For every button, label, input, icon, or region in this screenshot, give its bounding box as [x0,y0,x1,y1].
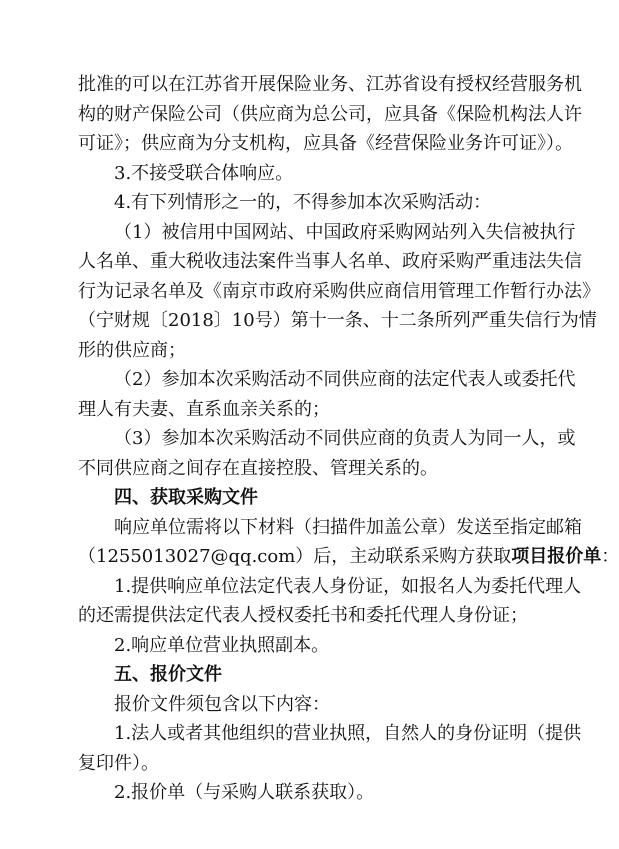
paragraph-line: 理人有夫妻、直系血亲关系的； [78,398,330,420]
paragraph-line: 形的供应商； [78,339,186,361]
paragraph-line: （宁财规〔2018〕10号）第十一条、十二条所列严重失信行为情 [78,310,597,331]
paragraph-line: 构的财产保险公司（供应商为总公司，应具备《保险机构法人许 [78,103,582,125]
paragraph-line: 不同供应商之间存在直接控股、管理关系的。 [78,457,438,479]
bold-quote-sheet: 项目报价单 [511,546,602,567]
paragraph-line: 人名单、重大税收违法案件当事人名单、政府采购严重违法失信 [78,251,582,272]
paragraph-line: 3.不接受联合体响应。 [114,162,294,184]
paragraph-line: （3）参加本次采购活动不同供应商的负责人为同一人，或 [114,428,576,449]
paragraph-line: 批准的可以在江苏省开展保险业务、江苏省设有授权经营服务机 [78,74,582,95]
paragraph-line: 2.报价单（与采购人联系获取）。 [114,782,375,803]
paragraph-line: 1.提供响应单位法定代表人身份证，如报名人为委托代理人 [114,575,582,597]
paragraph-line: （1）被信用中国网站、中国政府采购网站列入失信被执行 [114,221,576,243]
paragraph-line: 行为记录名单及《南京市政府采购供应商信用管理工作暂行办法》 [78,280,600,302]
document-page [78,70,619,808]
paragraph-line: 响应单位需将以下材料（扫描件加盖公章）发送至指定邮箱 [114,516,582,538]
paragraph-line: （2）参加本次采购活动不同供应商的法定代表人或委托代 [114,369,576,390]
paragraph-line: 1.法人或者其他组织的营业执照，自然人的身份证明（提供 [114,723,582,744]
section-heading: 四、获取采购文件 [114,487,258,508]
colon: ： [601,546,619,567]
section-heading: 五、报价文件 [114,664,222,685]
email-sentence: （1255013027@qq.com）后，主动联系采购方获取 [78,546,512,567]
paragraph-line [78,542,619,572]
paragraph-line: 可证》；供应商为分支机构，应具备《经营保险业务许可证》）。 [78,133,573,154]
paragraph-line: 2.响应单位营业执照副本。 [114,634,330,656]
paragraph-line: 复印件）。 [78,752,159,774]
paragraph-line: 4.有下列情形之一的，不得参加本次采购活动： [114,192,492,213]
paragraph-line: 的还需提供法定代表人授权委托书和委托代理人身份证； [78,605,528,626]
paragraph-line: 报价文件须包含以下内容： [114,693,330,715]
